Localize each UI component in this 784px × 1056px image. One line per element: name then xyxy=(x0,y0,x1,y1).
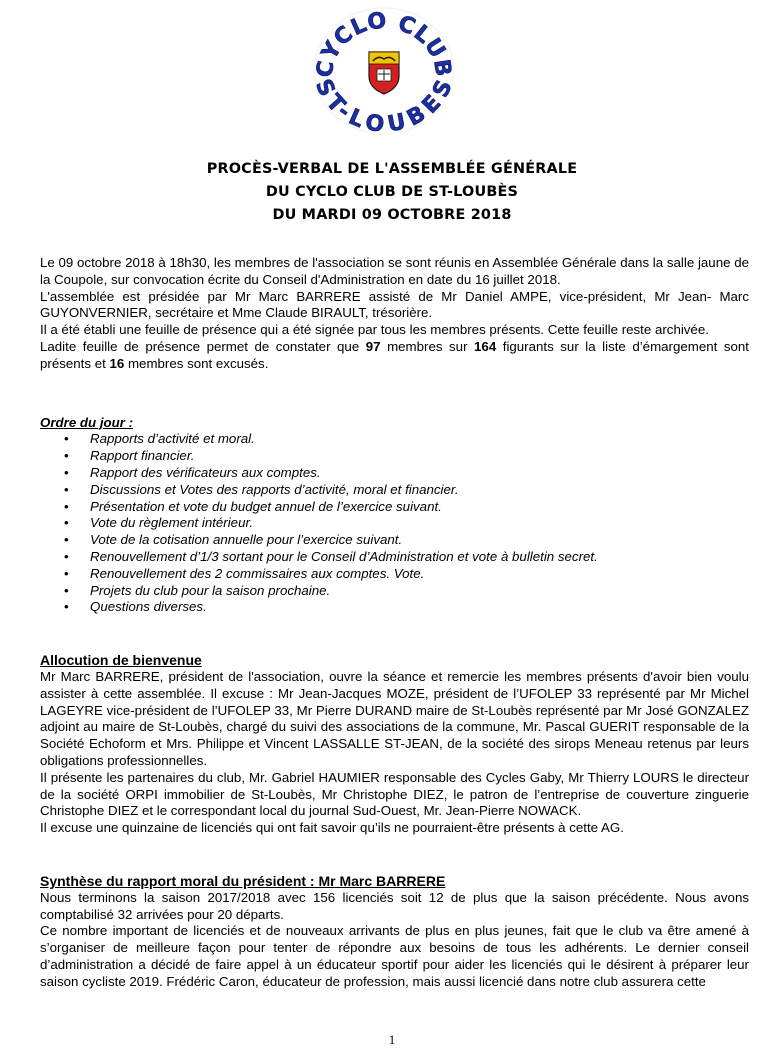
document-title-line1: PROCÈS-VERBAL DE L'ASSEMBLÉE GÉNÉRALE xyxy=(206,161,578,177)
cyclo-club-logo-icon xyxy=(312,6,456,136)
synthese-paragraph-1: Nous terminons la saison 2017/2018 avec 156 licenciés soit 12 de plus que la saison précédente. Nous avons comptabilisé 32 arrivées pour 20 départs. xyxy=(40,889,749,922)
ordre-item: • Présentation et vote du budget annuel de l’exercice suivant. xyxy=(64,498,442,514)
ordre-item: • Vote de la cotisation annuelle pour l’exercice suivant. xyxy=(64,532,403,548)
bullet-icon: • xyxy=(64,582,69,598)
synthese-heading: Synthèse du rapport moral du président : Mr Marc BARRERE xyxy=(40,872,446,889)
ordre-item: • Projets du club pour la saison prochaine. xyxy=(64,582,331,598)
bullet-icon: • xyxy=(64,565,69,581)
ordre-list xyxy=(40,431,749,616)
ordre-item: • Questions diverses. xyxy=(64,599,207,615)
bullet-icon: • xyxy=(64,515,69,531)
document-title-line2: DU CYCLO CLUB DE ST-LOUBÈS xyxy=(265,184,519,200)
total-count: 164 xyxy=(474,338,497,354)
ordre-item: • Vote du règlement intérieur. xyxy=(64,515,254,531)
excused-count: 16 xyxy=(109,355,125,371)
ordre-item: • Rapport financier. xyxy=(64,448,195,464)
document-title-line3: DU MARDI 09 OCTOBRE 2018 xyxy=(272,207,512,223)
ordre-item: • Renouvellement d’1/3 sortant pour le Conseil d’Administration et vote à bulletin secret. xyxy=(64,548,598,564)
allocution-paragraph-2: Il présente les partenaires du club, Mr. Gabriel HAUMIER responsable des Cycles Gaby, Mr Thierry LOURS le directeur de la société ORPI immobilier de St-Loubès, Mr Christophe DIEZ, le patron de l’entreprise de couverture zinguerie Christophe DIEZ et le correspondant local du journal Sud-Ouest, Mr. Jean-Pierre NOWACK. xyxy=(40,769,749,819)
intro-paragraph-2: L'assemblée est présidée par Mr Marc BARRERE assisté de Mr Daniel AMPE, vice-président, Mr Jean- Marc GUYONVERNIER, secrétaire et Mme Claude BIRAULT, trésorière. xyxy=(40,288,749,321)
bullet-icon: • xyxy=(64,448,69,464)
svg-text:ST-LOUBES: ST-LOUBES xyxy=(312,75,456,136)
document-body xyxy=(40,255,749,990)
synthese-paragraph-2: Ce nombre important de licenciés et de nouveaux arrivants de plus en plus jeunes, fait que le club va être amené à s’organiser de meilleure façon pour tenter de répondre aux besoins de tous les adhérents. Le dernier conseil d’administration a décidé de faire appel à un éducateur sportif pour aider les licenciés qui le désirent à préparer leur saison cycliste 2019. Frédéric Caron, éducateur de profession, mais aussi licencié dans notre club assurera cette xyxy=(40,923,749,989)
intro-paragraph-1: Le 09 octobre 2018 à 18h30, les membres de l'association se sont réunis en Assemblée Générale dans la salle jaune de la Coupole, sur convocation écrite du Conseil d'Administration en date du 16 juillet 2018. xyxy=(40,255,749,287)
bullet-icon: • xyxy=(64,498,69,514)
intro-paragraph-4: Ladite feuille de présence permet de constater que 97 membres sur 164 figurants sur la liste d’émargement sont présents et 16 membres sont excusés. xyxy=(40,338,749,371)
bullet-icon: • xyxy=(64,548,69,564)
ordre-item: • Renouvellement des 2 commissaires aux comptes. Vote. xyxy=(64,565,425,581)
shield-icon xyxy=(369,52,399,94)
ordre-item: • Discussions et Votes des rapports d’activité, moral et financier. xyxy=(64,481,459,497)
bullet-icon: • xyxy=(64,532,69,548)
allocution-paragraph-1: Mr Marc BARRERE, président de l'association, ouvre la séance et remercie les membres présents d'avoir bien voulu assister à cette assemblée. Il excuse : Mr Jean-Jacques MOZE, président de l’UFOLEP 33 représenté par Mr Michel LAGEYRE vice-président de l’UFOLEP 33, Mr Pierre DURAND maire de St-Loubès représenté par Mr José GONZALEZ adjoint au maire de St-Loubès, chargé du suivi des associations de la commune, Mr. Pascal GUERIT responsable de la Société Echoform et Mrs. Philippe et Vincent LASSALLE ST-JEAN, de la société des sirops Meneau retenus par leurs obligations professionnelles. xyxy=(40,668,749,768)
ordre-item: • Rapports d’activité et moral. xyxy=(64,431,255,447)
ordre-item: • Rapport des vérificateurs aux comptes. xyxy=(64,464,321,480)
bullet-icon: • xyxy=(64,599,69,615)
page-number: 1 xyxy=(388,1032,396,1047)
ordre-heading: Ordre du jour : xyxy=(40,414,134,430)
bullet-icon: • xyxy=(64,431,69,447)
present-count: 97 xyxy=(365,338,381,354)
allocution-paragraph-3: Il excuse une quinzaine de licenciés qui ont fait savoir qu’ils ne pourraient-être présents à cette AG. xyxy=(40,820,624,836)
bullet-icon: • xyxy=(64,481,69,497)
bullet-icon: • xyxy=(64,464,69,480)
allocution-heading: Allocution de bienvenue xyxy=(40,652,202,669)
svg-text:CYCLO CLUB: CYCLO CLUB xyxy=(312,8,456,79)
club-logo xyxy=(312,6,456,136)
intro-paragraph-3: Il a été établi une feuille de présence qui a été signée par tous les membres présents. Cette feuille reste archivée. xyxy=(40,322,709,338)
